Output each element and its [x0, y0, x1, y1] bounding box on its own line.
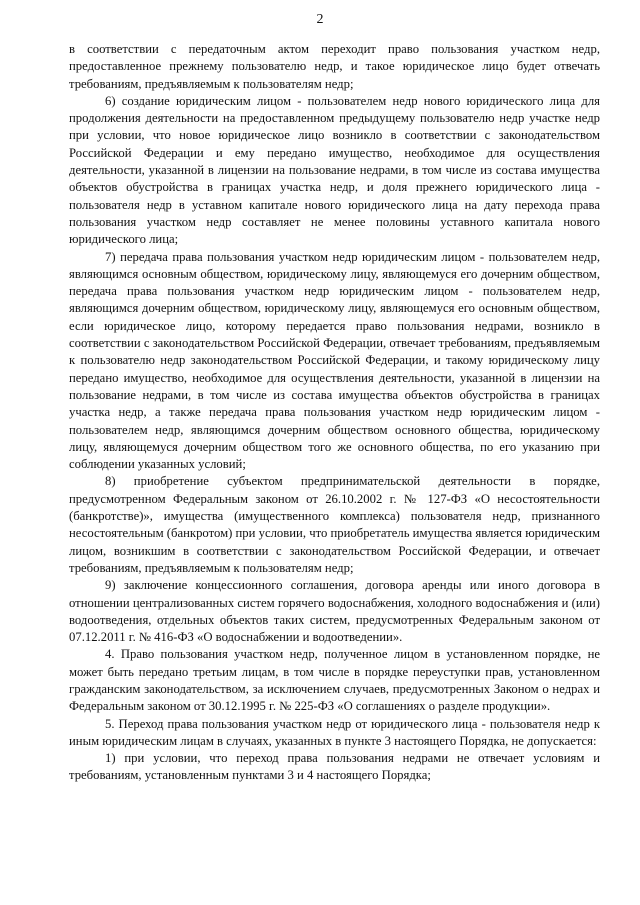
paragraph-clause-5-item-1: 1) при условии, что переход права пользования недрами не отвечает условиям и требованиям, установленным пунктами 3 и 4 настоящего Порядка; — [69, 751, 600, 783]
paragraph-item-7: 7) передача права пользования участком недр юридическим лицом - пользователем недр, являющимся основным обществом, юридическому лицу, являющемуся его дочерним обществом, передача права пользования участком недр юридическим лицом - пользователем недр, являющимся дочерним обществом, юридическому лицу, являющемуся его основным обществом, если юридическое лицо, которому передается право пользования недрами, возникло в соответствии с законодательством Российской Федерации, отвечает требованиям, предъявляемым к пользователю недр законодательством Российской Федерации, и такому юридическому лицу передано имущество, необходимое для осуществления деятельности, указанной в лицензии на пользование недрами, в том числе из состава имущества объектов обустройства в границах участка недр, а также передача права пользования участком недр юридическим лицом - пользователем недр, являющимся дочерним обществом основного общества, юридическому лицу, являющемуся дочерним обществом того же основного общества, по его указанию при соблюдении указанных условий; — [69, 249, 601, 472]
paragraph-clause-5: 5. Переход права пользования участком недр от юридического лица - пользователя недр к иным юридическим лицам в случаях, указанных в пункте 3 настоящего Порядка, не допускается: — [69, 716, 600, 748]
paragraph-item-9: 9) заключение концессионного соглашения, договора аренды или иного договора в отношении централизованных систем горячего водоснабжения, холодного водоснабжения и (или) водоотведения, отдельных объектов таких систем, предусмотренных Федеральным законом от 07.12.2011 г. № 416-ФЗ «О водоснабжении и водоотведении». — [69, 578, 600, 645]
paragraph-continuation: в соответствии с передаточным актом переходит право пользования участком недр, предоставленное прежнему пользователю недр, и такое юридическое лицо будет отвечать требованиям, предъявляемым к пользователям недр; — [69, 42, 600, 91]
paragraph-clause-4: 4. Право пользования участком недр, полученное лицом в установленном порядке, не может быть передано третьим лицам, в том числе в порядке переуступки прав, установленном гражданским законодательством, за исключением случаев, предусмотренных Законом о недрах и Федеральным законом от 30.12.1995 г. № 225-ФЗ «О соглашениях о разделе продукции». — [69, 647, 600, 714]
paragraph-item-6: 6) создание юридическим лицом - пользователем недр нового юридического лица для продолжения деятельности на предоставленном предыдущему пользователю недр участке недр при условии, что новое юридическое лицо возникло в соответствии с законодательством Российской Федерации и ему передано имущество, необходимое для осуществления деятельности, указанной в лицензии на пользование недрами, в том числе из состава имущества объектов обустройства в границах участка недр, и доля прежнего юридического лица - пользователя недр в уставном капитале нового юридического лица на дату перехода права пользования участком недр составляет не менее половины уставного капитала нового юридического лица; — [69, 93, 600, 247]
paragraph-item-8: 8) приобретение субъектом предпринимательской деятельности в порядке, предусмотренном Федеральным законом от 26.10.2002 г. № 127-ФЗ «О несостоятельности (банкротстве)», имущества (имущественного комплекса) пользователя недр, признанного несостоятельным (банкротом) при условии, что приобретатель имущества является юридическим лицом, возникшим в соответствии с законодательством Российской Федерации, и отвечает требованиям, предъявляемым к пользователям недр; — [69, 474, 600, 575]
page-number: 2 — [316, 12, 324, 27]
document-body — [69, 41, 600, 785]
